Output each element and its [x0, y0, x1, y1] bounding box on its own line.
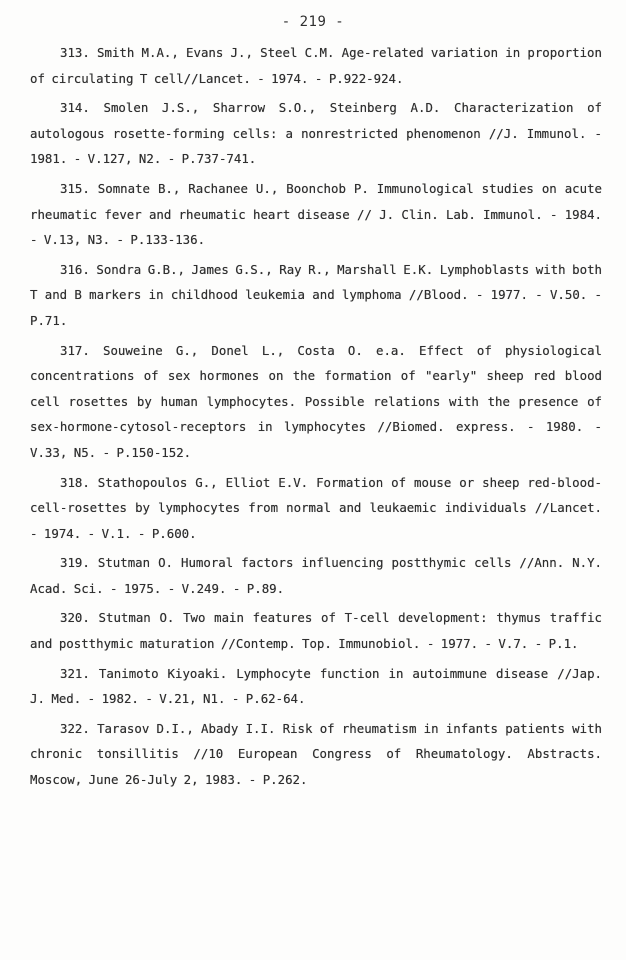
- reference-text: Tanimoto Kiyoaki. Lymphocyte function in autoimmune disease //Jap. J. Med. - 1982. - V.21, N1. - P.62-64.: [30, 665, 602, 707]
- reference-number: 316.: [60, 261, 90, 277]
- reference-item: [30, 338, 602, 466]
- reference-text: Smith M.A., Evans J., Steel C.M. Age-related variation in proportion of circulating T cell//Lancet. - 1974. - P.922-924.: [30, 45, 602, 86]
- reference-text: Smolen J.S., Sharrow S.O., Steinberg A.D. Characterization of autologous rosette-forming cells: a nonrestricted phenomenon //J. Immunol. - 1981. - V.127, N2. - P.737-741.: [30, 100, 602, 167]
- reference-item: [30, 550, 602, 601]
- reference-number: 313.: [60, 45, 90, 60]
- reference-text: Somnate B., Rachanee U., Boonchob P. Immunological studies on acute rheumatic fever and rheumatic heart disease // J. Clin. Lab. Immunol. - 1984. - V.13, N3. - P.133-136.: [30, 180, 602, 248]
- reference-number: 315.: [60, 180, 90, 196]
- reference-item: [30, 716, 602, 793]
- reference-text: Stutman O. Two main features of T-cell development: thymus traffic and postthymic maturation //Contemp. Top. Immunobiol. - 1977. - V.7. - P.1.: [30, 610, 602, 652]
- reference-number: 317.: [60, 342, 90, 358]
- reference-list: [30, 40, 602, 797]
- reference-text: Souweine G., Donel L., Costa O. e.a. Effect of physiological concentrations of sex hormones on the formation of "early" sheep red blood cell rosettes by human lymphocytes. Possible relations with the presence of sex-hormone-cytosol-receptors in lymphocytes //Biomed. express. - 1980. - V.33, N5. - P.150-152.: [30, 342, 602, 460]
- reference-item: [30, 470, 602, 547]
- reference-number: 314.: [60, 100, 90, 116]
- reference-item: [30, 605, 602, 656]
- reference-number: 319.: [60, 555, 90, 571]
- reference-item: [30, 661, 602, 712]
- page-number: - 219 -: [281, 14, 345, 30]
- reference-number: 320.: [60, 610, 90, 626]
- reference-text: Tarasov D.I., Abady I.I. Risk of rheumatism in infants patients with chronic tonsillitis //10 European Congress of Rheumatology. Abstracts. Moscow, June 26-July 2, 1983. - P.262.: [30, 720, 602, 788]
- reference-item: [30, 257, 602, 334]
- reference-item: [30, 176, 602, 253]
- reference-number: 318.: [60, 474, 90, 490]
- reference-text: Sondra G.B., James G.S., Ray R., Marshall E.K. Lymphoblasts with both T and B markers in childhood leukemia and lymphoma //Blood. - 1977. - V.50. - P.71.: [30, 261, 602, 328]
- reference-number: 321.: [60, 665, 90, 681]
- reference-item: [30, 95, 602, 172]
- reference-text: Stathopoulos G., Elliot E.V. Formation of mouse or sheep red-blood-cell-rosettes by lymphocytes from normal and leukaemic individuals //Lancet. - 1974. - V.1. - P.600.: [30, 474, 602, 541]
- reference-text: Stutman O. Humoral factors influencing postthymic cells //Ann. N.Y. Acad. Sci. - 1975. - V.249. - P.89.: [30, 555, 602, 596]
- reference-item: [30, 40, 602, 91]
- reference-number: 322.: [60, 720, 90, 736]
